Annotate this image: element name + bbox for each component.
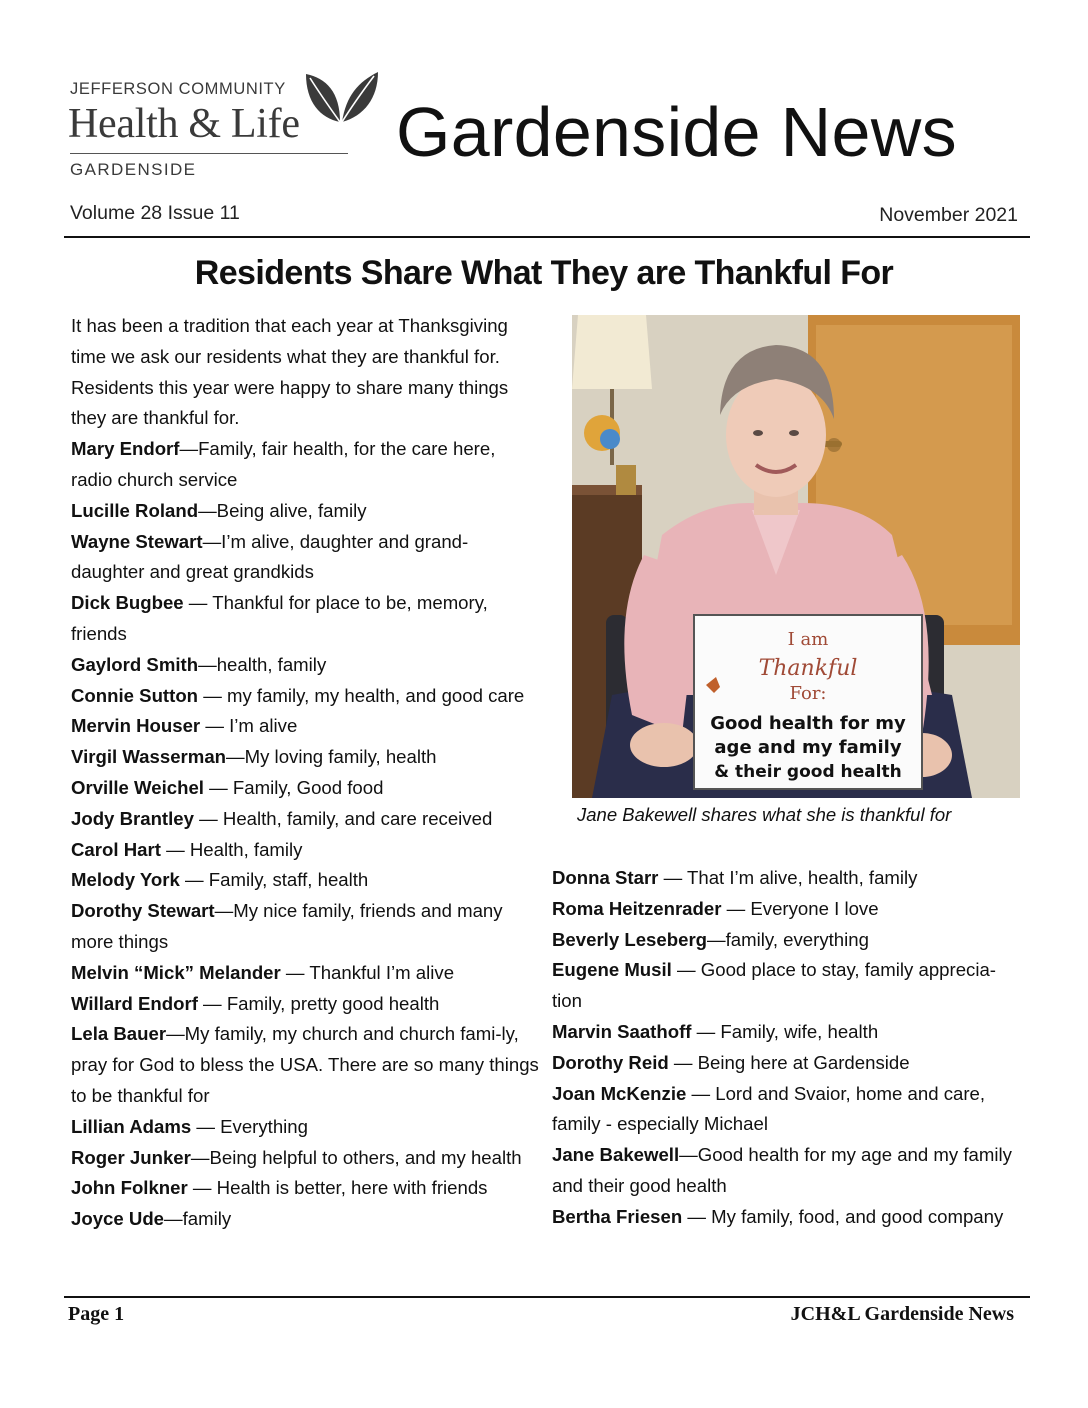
sign-text-line6: & their good health: [714, 762, 902, 782]
resident-thanks: — Health, family: [160, 838, 303, 860]
resident-name: Carol Hart: [71, 838, 161, 860]
resident-name: Donna Starr: [552, 867, 659, 888]
resident-entry: [71, 588, 541, 650]
resident-entry: [71, 742, 541, 773]
resident-entry: [71, 1019, 541, 1111]
resident-name: Dick Bugbee: [71, 592, 184, 614]
masthead-divider: [64, 236, 1030, 238]
resident-name: Melvin “Mick” Melander: [71, 961, 281, 983]
resident-thanks: —My loving family, health: [226, 746, 437, 768]
resident-thanks: — Family, Good food: [203, 776, 384, 798]
logo-divider: [70, 153, 348, 154]
resident-thanks: —I’m alive, daughter and grand-daughter and great grandkids: [71, 530, 469, 583]
footer-divider: [64, 1296, 1030, 1298]
resident-entry: [552, 863, 1022, 894]
resident-thanks: — my family, my health, and good care: [198, 684, 525, 706]
resident-entry: [71, 835, 541, 866]
resident-name: Roger Junker: [71, 1146, 191, 1168]
resident-thanks: — Lord and Svaior, home and care, family - especially Michael: [552, 1082, 986, 1135]
resident-name: Mary Endorf: [71, 438, 180, 460]
resident-entry: [552, 1140, 1022, 1202]
resident-thanks: — Health, family, and care received: [193, 807, 493, 829]
resident-name: Jody Brantley: [71, 807, 194, 829]
resident-thanks: —Family, fair health, for the care here, radio church service: [71, 438, 496, 490]
resident-name: Dorothy Reid: [552, 1051, 669, 1073]
resident-name: Marvin Saathoff: [552, 1020, 692, 1042]
resident-entry: [71, 896, 541, 958]
resident-thanks: — Everything: [191, 1115, 308, 1137]
resident-name: Melody York: [71, 869, 180, 891]
resident-name: Willard Endorf: [71, 992, 198, 1014]
resident-thanks: — Family, wife, health: [691, 1020, 879, 1042]
resident-thanks: — Family, pretty good health: [197, 992, 440, 1014]
resident-entry: [71, 989, 541, 1020]
resident-entry: [552, 1202, 1022, 1233]
resident-thanks: —family, everything: [707, 928, 869, 950]
photo-caption: Jane Bakewell shares what she is thankful for: [577, 804, 952, 825]
resident-entry: [71, 773, 541, 804]
resident-name: John Folkner: [71, 1177, 188, 1199]
logo-main-line: Health & Life: [68, 101, 300, 147]
resident-entry: [71, 496, 541, 527]
resident-entry: [552, 1048, 1022, 1079]
resident-name: Virgil Wasserman: [71, 746, 227, 768]
resident-name: Lucille Roland: [71, 499, 199, 521]
resident-thanks: — Everyone I love: [721, 897, 879, 919]
resident-thanks: — I’m alive: [200, 715, 298, 737]
organization-logo: [68, 68, 380, 180]
leaves-icon: [300, 68, 380, 124]
resident-entry: [71, 1173, 541, 1204]
resident-name: Wayne Stewart: [71, 530, 203, 552]
resident-entry: [71, 681, 541, 712]
resident-name: Dorothy Stewart: [71, 900, 215, 922]
newsletter-title: Gardenside News: [396, 93, 957, 171]
resident-name: Mervin Houser: [71, 715, 201, 737]
resident-name: Eugene Musil: [552, 959, 672, 981]
left-column: [71, 311, 541, 1235]
resident-entry: [71, 650, 541, 681]
resident-name: Lela Bauer: [71, 1023, 167, 1045]
resident-name: Jane Bakewell: [552, 1144, 680, 1166]
sign-text-line1: I am: [787, 629, 829, 650]
issue-date: November 2021: [879, 204, 1018, 226]
sign-text-line5: age and my family: [714, 737, 902, 758]
resident-entry: [71, 1143, 541, 1174]
resident-thanks: — Thankful I’m alive: [280, 961, 455, 983]
resident-thanks: —Being alive, family: [198, 499, 367, 521]
resident-list-left: [71, 434, 541, 1235]
sign-text-line2: Thankful: [758, 656, 858, 681]
resident-entry: [71, 434, 541, 496]
resident-entry: [71, 527, 541, 589]
resident-name: Joan McKenzie: [552, 1082, 687, 1104]
resident-entry: [552, 894, 1022, 925]
logo-sub-line: GARDENSIDE: [70, 160, 197, 179]
resident-name: Beverly Leseberg: [552, 928, 708, 950]
footer-publication-name: JCH&L Gardenside News: [790, 1303, 1014, 1325]
resident-thanks: —My nice family, friends and many more things: [71, 900, 503, 952]
resident-entry: [71, 1112, 541, 1143]
resident-entry: [552, 1017, 1022, 1048]
resident-entry: [552, 955, 1022, 1017]
resident-name: Gaylord Smith: [71, 653, 199, 675]
right-column: [552, 863, 1022, 1233]
resident-thanks: — Family, staff, health: [179, 869, 369, 891]
article-headline: Residents Share What They are Thankful For: [194, 254, 894, 292]
resident-name: Roma Heitzenrader: [552, 897, 722, 919]
resident-thanks: —Being helpful to others, and my health: [190, 1146, 522, 1168]
resident-entry: [71, 1204, 541, 1235]
resident-entry: [71, 865, 541, 896]
resident-entry: [71, 804, 541, 835]
page-number: Page 1: [68, 1303, 125, 1325]
resident-thanks: —health, family: [198, 653, 327, 675]
article-intro: It has been a tradition that each year at Thanksgiving time we ask our residents what they are thankful for. Residents this year were happy to share many things they are thankful for.: [71, 315, 509, 429]
resident-thanks: — My family, food, and good company: [682, 1205, 1004, 1227]
logo-top-line: JEFFERSON COMMUNITY: [70, 80, 286, 98]
resident-photo: [572, 315, 1020, 798]
resident-name: Orville Weichel: [71, 776, 204, 798]
resident-entry: [552, 1079, 1022, 1141]
resident-entry: [71, 958, 541, 989]
resident-thanks: — That I’m alive, health, family: [658, 867, 918, 888]
resident-thanks: — Being here at Gardenside: [668, 1051, 910, 1073]
resident-name: Lillian Adams: [71, 1115, 192, 1137]
resident-thanks: — Thankful for place to be, memory, friends: [71, 592, 488, 644]
resident-thanks: — Good place to stay, family apprecia-tion: [552, 959, 996, 1012]
resident-list-right: [552, 863, 1022, 1233]
resident-thanks: — Health is better, here with friends: [187, 1177, 488, 1199]
resident-name: Bertha Friesen: [552, 1205, 683, 1227]
resident-name: Connie Sutton: [71, 684, 199, 706]
resident-thanks: —family: [164, 1208, 232, 1230]
resident-entry: [552, 925, 1022, 956]
resident-thanks: —My family, my church and church fami-ly, pray for God to bless the USA. There are so many things to be thankful for: [71, 1023, 539, 1106]
sign-text-line4: Good health for my: [710, 713, 906, 734]
resident-name: Joyce Ude: [71, 1208, 165, 1230]
issue-number: Volume 28 Issue 11: [70, 202, 240, 224]
sign-text-line3: For:: [789, 683, 827, 704]
resident-entry: [71, 711, 541, 742]
resident-thanks: —Good health for my age and my family and their good health: [552, 1144, 1012, 1196]
